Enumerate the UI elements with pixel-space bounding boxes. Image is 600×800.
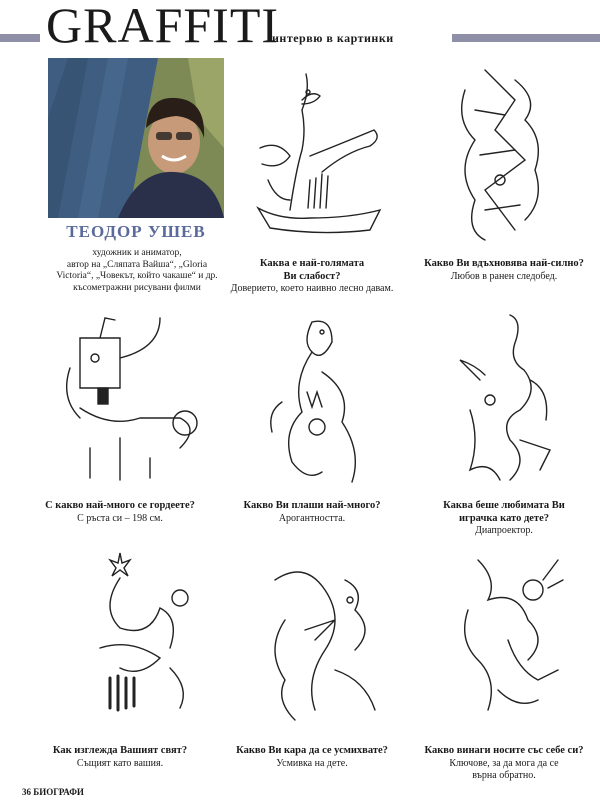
answer-line: Ключове, за да мога да се xyxy=(449,758,559,769)
drawing-horned-creature xyxy=(450,310,560,490)
question-line: играчка като дете? xyxy=(459,512,549,524)
header-bar-left xyxy=(0,34,40,42)
answer-3 xyxy=(20,513,220,525)
answer-line: върна обратно. xyxy=(472,770,536,781)
question-line: Какво винаги носите със себе си? xyxy=(424,745,584,756)
answer-line: Същият като вашия. xyxy=(76,758,164,769)
answer-7 xyxy=(212,758,412,770)
artist-name: ТЕОДОР УШЕВ xyxy=(66,222,206,241)
question-3 xyxy=(20,500,220,513)
question-8 xyxy=(404,745,600,758)
question-line: Какво Ви плаши най-много? xyxy=(243,500,381,511)
answer-line: Арогантността. xyxy=(278,513,346,524)
answer-line: Усмивка на дете. xyxy=(276,758,348,769)
answer-8 xyxy=(404,758,600,782)
bio-line: автор на „Сляпата Вайша“, „Gloria xyxy=(66,259,208,270)
drawing-abstract-figure xyxy=(445,60,555,250)
question-line: Каква беше любимата Ви xyxy=(443,500,565,511)
answer-1 xyxy=(212,283,412,295)
question-line: Ви слабост? xyxy=(283,270,341,282)
portrait-photo xyxy=(48,58,224,218)
answer-line: С ръста си – 198 см. xyxy=(77,513,163,524)
drawing-bird-boat xyxy=(250,60,390,250)
drawing-key-figure xyxy=(448,550,568,730)
drawing-machine-figure xyxy=(60,308,210,488)
page-subtitle: интервю в картинки xyxy=(272,31,394,45)
question-2 xyxy=(404,258,600,271)
question-5 xyxy=(404,500,600,525)
drawing-bird-dancer xyxy=(262,312,372,492)
bio-line: художник и аниматор, xyxy=(92,248,182,258)
question-line: Какво Ви вдъхновява най-силно? xyxy=(424,258,584,269)
question-1 xyxy=(212,258,412,283)
question-4 xyxy=(212,500,412,513)
question-6 xyxy=(20,745,220,758)
bio-line: късометражни рисувани филми xyxy=(73,282,201,293)
question-line: Как изглежда Вашият свят? xyxy=(52,745,188,756)
question-line: С какво най-много се гордеете? xyxy=(45,500,195,511)
answer-2 xyxy=(404,271,600,283)
answer-5 xyxy=(404,525,600,537)
question-line: Каква е най-голямата xyxy=(259,258,365,269)
question-7 xyxy=(212,745,412,758)
page-title: GRAFFITI xyxy=(46,0,280,53)
answer-4 xyxy=(212,513,412,525)
page-footer: 36 БИОГРАФИ xyxy=(22,787,84,797)
bio-line: Victoria“, „Човекът, който чакаше“ и др. xyxy=(56,271,218,281)
answer-line: Любов в ранен следобед. xyxy=(450,271,558,282)
answer-6 xyxy=(20,758,220,770)
answer-line: Доверието, което наивно лесно давам. xyxy=(230,283,394,294)
drawing-world-figure xyxy=(70,548,210,728)
header-bar-right xyxy=(452,34,600,42)
answer-line: Диапроектор. xyxy=(475,525,533,536)
question-line: Какво Ви кара да се усмихвате? xyxy=(236,745,388,756)
drawing-smiling-creature xyxy=(255,560,385,730)
